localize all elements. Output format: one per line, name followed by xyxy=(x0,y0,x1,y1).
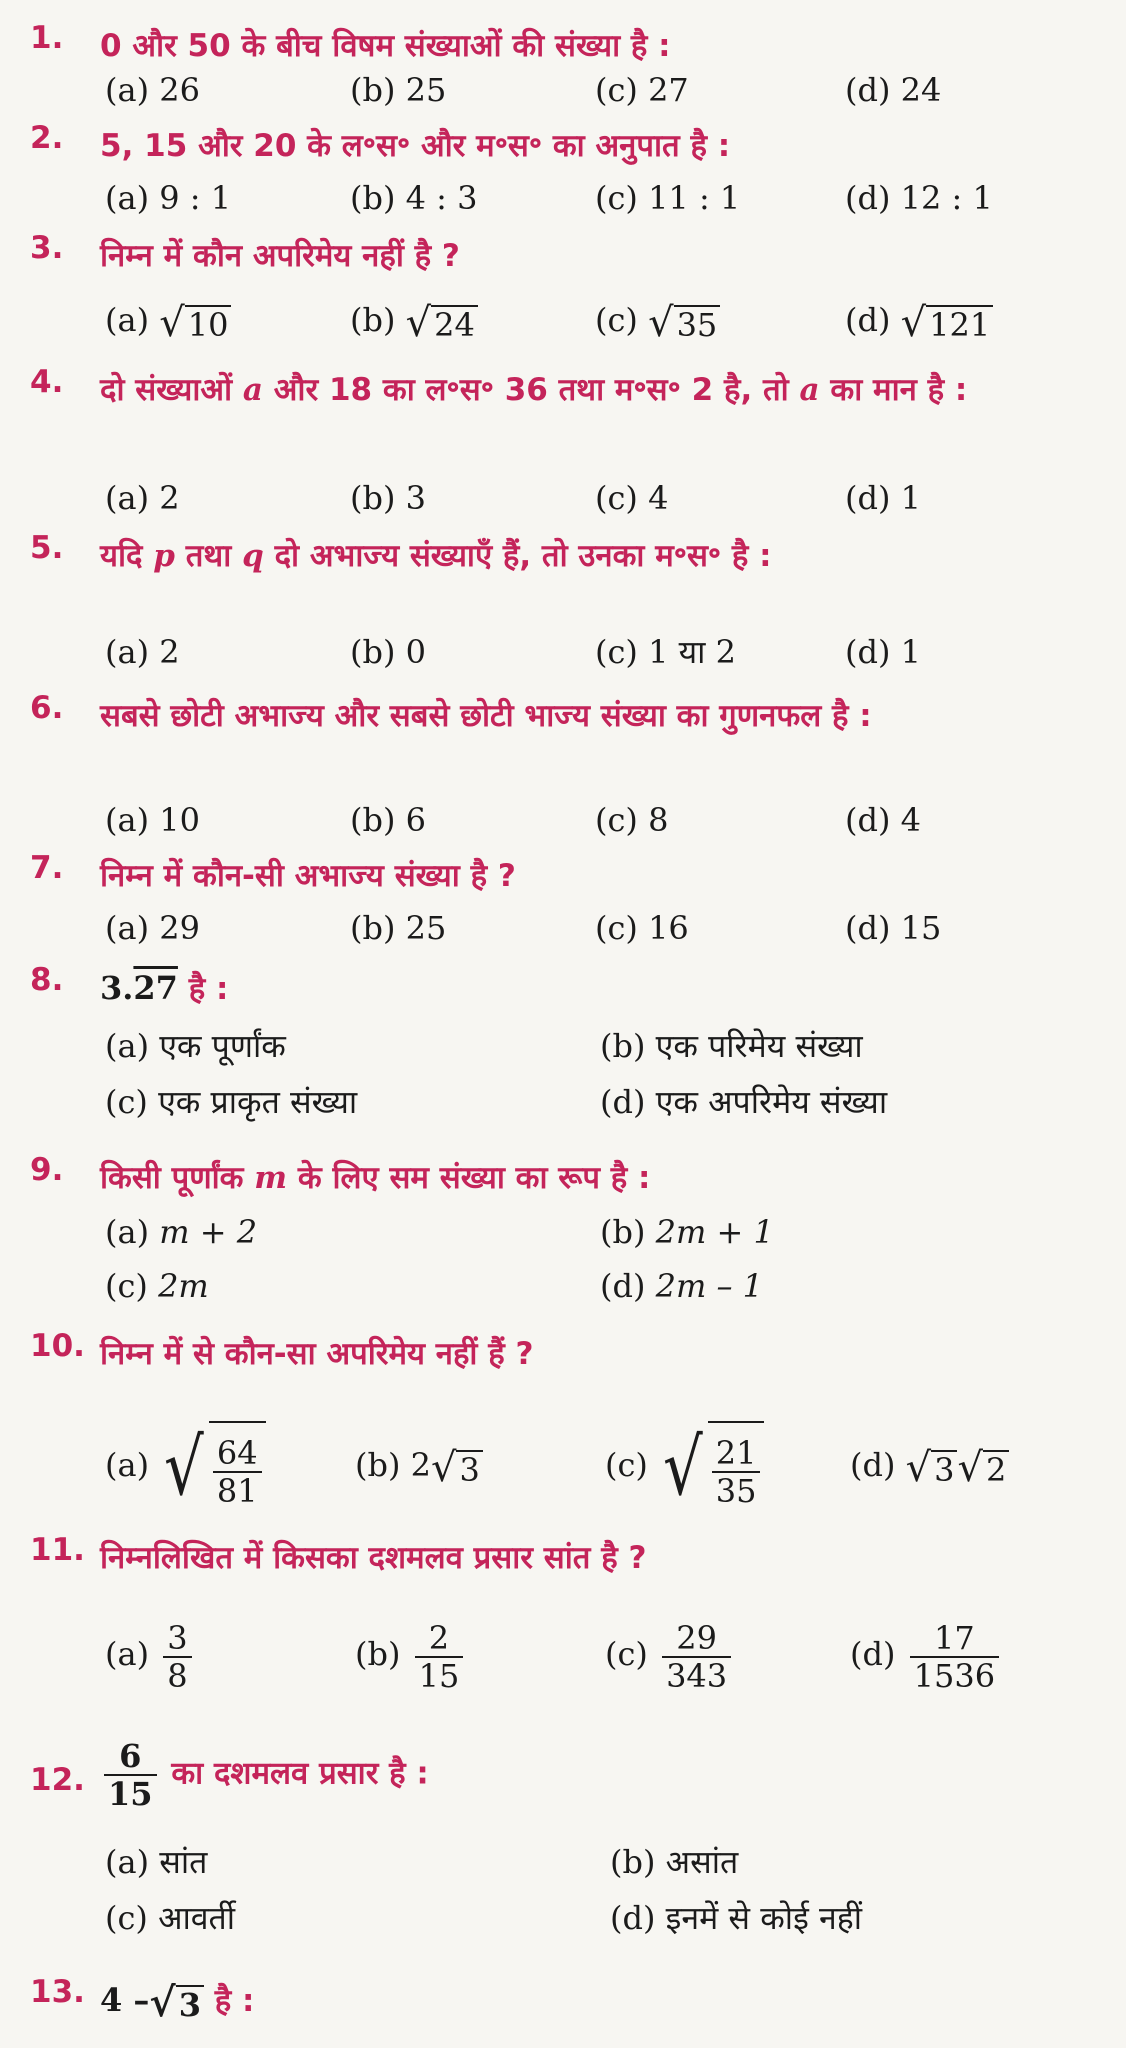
question-text: 3.27 है : xyxy=(100,969,229,1007)
option-a[interactable]: (a) $\frac{3}{8}$ xyxy=(105,1614,196,1694)
question-text: $\frac{6}{15}$ का दशमलव प्रसार है : xyxy=(100,1738,1100,1812)
option-a[interactable]: (a) 2 xyxy=(105,479,180,517)
option-b[interactable]: (b) 25 xyxy=(350,909,447,947)
option-b[interactable]: (b) 25 xyxy=(350,71,447,109)
option-d[interactable]: (d) 1 xyxy=(845,633,921,671)
option-c[interactable]: (c) आवर्ती xyxy=(105,1899,236,1937)
option-c[interactable]: (c) 16 xyxy=(595,909,689,947)
question-text: 5, 15 और 20 के ल॰स॰ और म॰स॰ का अनुपात है : xyxy=(100,128,731,164)
question-text: सबसे छोटी अभाज्य और सबसे छोटी भाज्य संख्या का गुणनफल है : xyxy=(100,698,872,734)
option-d[interactable]: (d) एक अपरिमेय संख्या xyxy=(600,1083,888,1121)
option-c[interactable]: (c) 2m xyxy=(105,1267,209,1305)
sqrt-expression: √ 121 xyxy=(901,303,994,343)
option-c[interactable]: (c) √ 35 xyxy=(595,300,720,343)
recurring-decimal: 3.27 xyxy=(100,969,178,1007)
option-a[interactable]: (a) 2 xyxy=(105,633,180,671)
option-c[interactable]: (c) 1 या 2 xyxy=(595,633,736,671)
sqrt-expression: √ 24 xyxy=(406,303,478,343)
question-number: 2. xyxy=(30,120,64,156)
question-text: निम्न में कौन-सी अभाज्य संख्या है ? xyxy=(100,858,516,894)
option-c[interactable]: (c) 27 xyxy=(595,71,689,109)
option-b[interactable]: (b) 0 xyxy=(350,633,426,671)
option-d[interactable]: (d) √ 121 xyxy=(845,300,993,343)
math-expression: 4 – √ 3 xyxy=(100,1981,204,2019)
sqrt-expression: √ 2 xyxy=(957,1448,1009,1488)
question-text: किसी पूर्णांक m के लिए सम संख्या का रूप है : xyxy=(100,1160,651,1196)
option-c[interactable]: (c) 8 xyxy=(595,801,669,839)
option-d[interactable]: (d) 2m – 1 xyxy=(600,1267,764,1305)
option-b[interactable]: (b) $\frac{2}{15}$ xyxy=(355,1614,467,1694)
question-number: 10. xyxy=(30,1328,85,1364)
option-a[interactable]: (a) 9 : 1 xyxy=(105,179,232,217)
option-a[interactable]: (a) सांत xyxy=(105,1843,208,1881)
option-d[interactable]: (d) इनमें से कोई नहीं xyxy=(610,1899,862,1937)
option-a[interactable]: (a) m + 2 xyxy=(105,1213,258,1251)
question-number: 9. xyxy=(30,1152,64,1188)
sqrt-expression: √ 35 xyxy=(648,303,720,343)
option-c[interactable]: (c) √ $\frac{21}{35}$ xyxy=(605,1420,764,1515)
option-d[interactable]: (d) 1 xyxy=(845,479,921,517)
option-b[interactable]: (b) 6 xyxy=(350,801,426,839)
question-number: 11. xyxy=(30,1532,85,1568)
option-d[interactable]: (d) 4 xyxy=(845,801,921,839)
question-text: 0 और 50 के बीच विषम संख्याओं की संख्या है : xyxy=(100,28,671,64)
question-number: 7. xyxy=(30,850,64,886)
option-a[interactable]: (a) एक पूर्णांक xyxy=(105,1027,286,1065)
sqrt-fraction: √ $\frac{21}{35}$ xyxy=(658,1421,764,1515)
option-a[interactable]: (a) √ 10 xyxy=(105,300,231,343)
option-b[interactable]: (b) 4 : 3 xyxy=(350,179,478,217)
option-b[interactable]: (b) एक परिमेय संख्या xyxy=(600,1027,863,1065)
question-text: निम्न में कौन अपरिमेय नहीं है ? xyxy=(100,238,460,274)
option-d[interactable]: (d) 12 : 1 xyxy=(845,179,993,217)
question-number: 5. xyxy=(30,530,64,566)
option-c[interactable]: (c) 11 : 1 xyxy=(595,179,741,217)
option-b[interactable]: (b) असांत xyxy=(610,1843,739,1881)
option-c[interactable]: (c) $\frac{29}{343}$ xyxy=(605,1614,735,1694)
question-number: 4. xyxy=(30,364,64,400)
question-number: 12. xyxy=(30,1762,85,1798)
question-number: 6. xyxy=(30,690,64,726)
question-text: निम्नलिखित में किसका दशमलव प्रसार सांत है ? xyxy=(100,1540,647,1576)
fraction: $\frac{6}{15}$ xyxy=(104,1738,157,1812)
question-text: यदि p तथा q दो अभाज्य संख्याएँ हैं, तो उनका म॰स॰ है : xyxy=(100,538,772,574)
option-b[interactable]: (b) 2m + 1 xyxy=(600,1213,774,1251)
option-a[interactable]: (a) √ $\frac{64}{81}$ xyxy=(105,1420,266,1515)
question-text: दो संख्याओं a और 18 का ल॰स॰ 36 तथा म॰स॰ 2 है, तो a का मान है : xyxy=(100,372,968,408)
option-b[interactable]: (b) 2 √ 3 xyxy=(355,1420,483,1510)
option-b[interactable]: (b) 3 xyxy=(350,479,426,517)
question-number: 13. xyxy=(30,1974,85,2010)
sqrt-expression: √ 3 xyxy=(431,1448,483,1488)
option-b[interactable]: (b) √ 24 xyxy=(350,300,478,343)
option-d[interactable]: (d) $\frac{17}{1536}$ xyxy=(850,1614,1003,1694)
sqrt-expression: √ 10 xyxy=(159,303,231,343)
option-a[interactable]: (a) 29 xyxy=(105,909,200,947)
option-c[interactable]: (c) एक प्राकृत संख्या xyxy=(105,1083,358,1121)
sqrt-expression: √ 3 xyxy=(906,1448,958,1488)
option-a[interactable]: (a) 26 xyxy=(105,71,200,109)
option-a[interactable]: (a) 10 xyxy=(105,801,200,839)
sqrt-fraction: √ $\frac{64}{81}$ xyxy=(159,1421,265,1515)
question-text: निम्न में से कौन-सा अपरिमेय नहीं हैं ? xyxy=(100,1336,534,1372)
question-text: 4 – √ 3 है : xyxy=(100,1978,255,2026)
option-d[interactable]: (d) √ 3 √ 2 xyxy=(850,1420,1009,1510)
option-c[interactable]: (c) 4 xyxy=(595,479,669,517)
question-number: 8. xyxy=(30,962,64,998)
option-d[interactable]: (d) 15 xyxy=(845,909,942,947)
question-number: 1. xyxy=(30,20,64,56)
question-number: 3. xyxy=(30,230,64,266)
option-d[interactable]: (d) 24 xyxy=(845,71,942,109)
